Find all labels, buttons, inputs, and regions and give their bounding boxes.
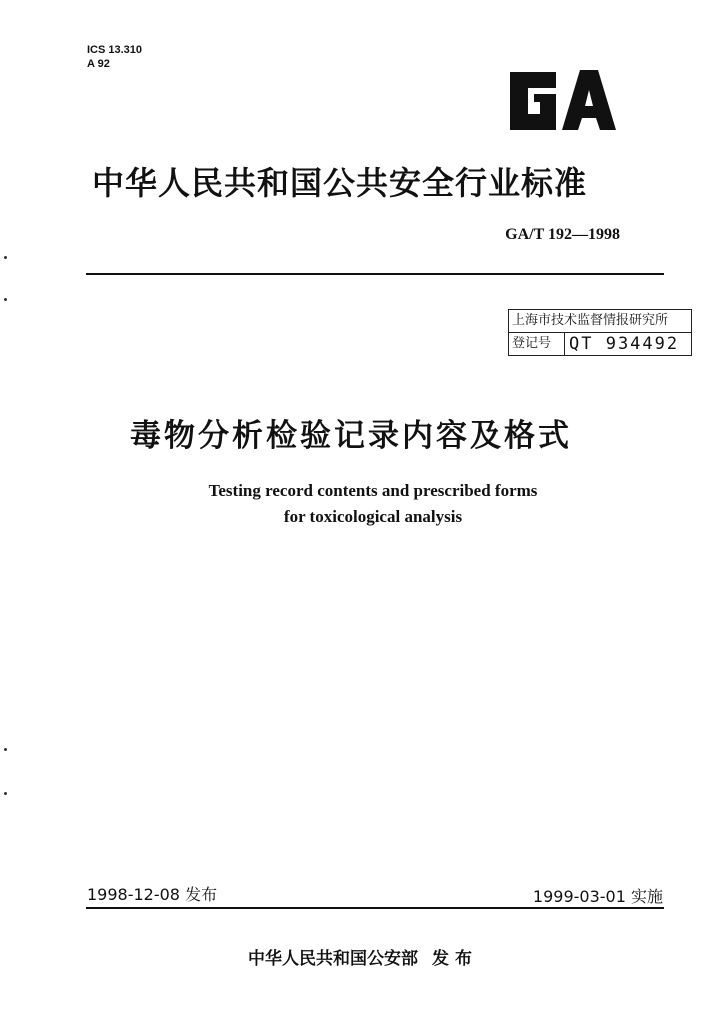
classification-code: A 92 (87, 58, 110, 70)
effective-date: 1999-03-01 实施 (532, 887, 663, 906)
stamp-institute: 上海市技术监督情报研究所 (509, 310, 691, 333)
issue-date: 1998-12-08 发布 (87, 885, 218, 904)
publisher-line (248, 944, 478, 969)
stamp-reg-number: QT 934492 (569, 334, 680, 354)
document-title-en-line1: Testing record contents and prescribed forms (208, 481, 538, 500)
bottom-divider (86, 907, 664, 909)
standard-code: GA/T 192—1998 (505, 226, 620, 243)
ics-block (87, 43, 142, 71)
ga-logo (506, 68, 618, 132)
top-divider (86, 273, 664, 275)
publish-action: 发布 (432, 949, 478, 969)
ics-code: ICS 13.310 (87, 44, 143, 56)
stamp-reg-label: 登记号 (512, 333, 565, 355)
document-title-en (0, 478, 706, 530)
scan-mark (4, 792, 7, 795)
scan-mark (4, 748, 7, 751)
document-title-en-line2: for toxicological analysis (283, 507, 463, 526)
publisher-name: 中华人民共和国公安部 (248, 949, 418, 969)
standard-title: 中华人民共和国公共安全行业标准 (92, 164, 588, 202)
stamp-registration-row (509, 333, 691, 355)
scan-mark (4, 298, 7, 301)
scan-mark (4, 256, 7, 259)
library-stamp (508, 309, 692, 356)
ga-logo-graphic (506, 68, 618, 132)
document-title-zh: 毒物分析检验记录内容及格式 (130, 418, 572, 454)
